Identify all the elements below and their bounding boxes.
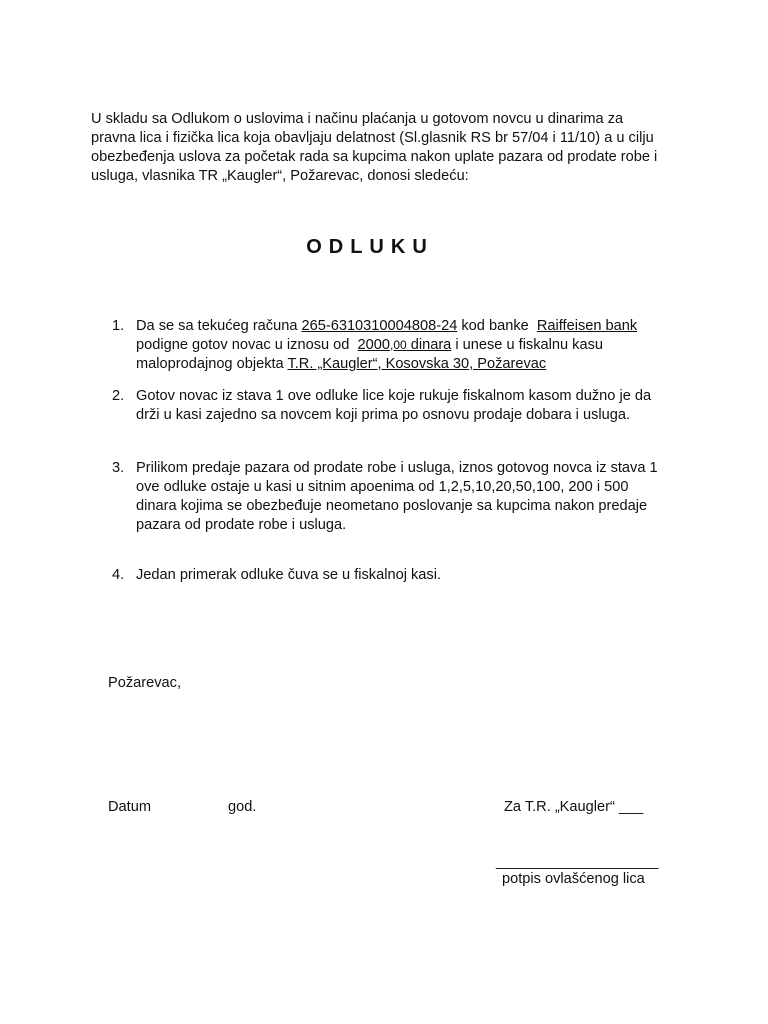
intro-line: pravna lica i fizička lica koja obavljaju delatnost (Sl.glasnik RS br 57/04 i 11/10) a u cilju	[91, 130, 654, 146]
item-body	[136, 317, 637, 374]
place-label: Požarevac,	[108, 675, 182, 691]
item-line: dinara kojima se obezbeđuje neometano poslovanje sa kupcima nakon predaje	[136, 498, 648, 514]
text: Da se sa tekućeg računa	[136, 318, 302, 334]
intro-paragraph	[91, 110, 691, 186]
text: podigne gotov novac u iznosu od	[136, 337, 354, 353]
item-number: 2.	[112, 388, 125, 404]
item-line: drži u kasi zajedno sa novcem koji prima po osnovu prodaje dobara i usluga.	[136, 407, 631, 423]
item-number: 1.	[112, 318, 125, 334]
text: i unese u fiskalnu kasu	[451, 337, 603, 353]
item-number: 4.	[112, 567, 125, 583]
item-line	[136, 355, 637, 374]
text: kod banke	[457, 318, 533, 334]
item-line	[136, 317, 637, 336]
signature-label: potpis ovlašćenog lica	[502, 871, 645, 887]
signature-line: ____________________	[496, 854, 659, 870]
intro-line: U skladu sa Odlukom o uslovima i načinu plaćanja u gotovom novcu u dinarima za	[91, 111, 624, 127]
company-label: Za T.R. „Kaugler“ ___	[504, 799, 644, 815]
object-address: T.R. „Kaugler“, Kosovska 30, Požarevac	[287, 356, 547, 372]
amount-main: 2000	[357, 337, 390, 353]
item-line: ove odluke ostaje u kasi u sitnim apoenima od 1,2,5,10,20,50,100, 200 i 500	[136, 479, 629, 495]
item-body	[136, 387, 651, 425]
item-number: 3.	[112, 460, 125, 476]
item-line	[136, 336, 637, 355]
account-number: 265-6310310004808-24	[301, 318, 458, 334]
intro-line: obezbeđenja uslova za početak rada sa kupcima nakon uplate pazara od prodate robe i	[91, 149, 658, 165]
bank-name: Raiffeisen bank	[536, 318, 638, 334]
item-body	[136, 566, 441, 585]
intro-line: usluga, vlasnika TR „Kaugler“, Požarevac, donosi sledeću:	[91, 168, 469, 184]
date-label: Datum	[108, 799, 151, 815]
amount-decimals: ,00	[389, 338, 407, 352]
item-line: pazara od prodate robe i usluga.	[136, 517, 347, 533]
document-title: ODLUKU	[306, 236, 434, 258]
item-body	[136, 459, 658, 535]
item-line: Gotov novac iz stava 1 ove odluke lice koje rukuje fiskalnom kasom dužno je da	[136, 388, 652, 404]
amount-unit: dinara	[406, 337, 452, 353]
year-label: god.	[228, 799, 257, 815]
item-line: Prilikom predaje pazara od prodate robe i usluga, iznos gotovog novca iz stava 1	[136, 460, 658, 476]
amount	[358, 337, 452, 353]
text: maloprodajnog objekta	[136, 356, 288, 372]
item-line: Jedan primerak odluke čuva se u fiskalnoj kasi.	[136, 567, 442, 583]
